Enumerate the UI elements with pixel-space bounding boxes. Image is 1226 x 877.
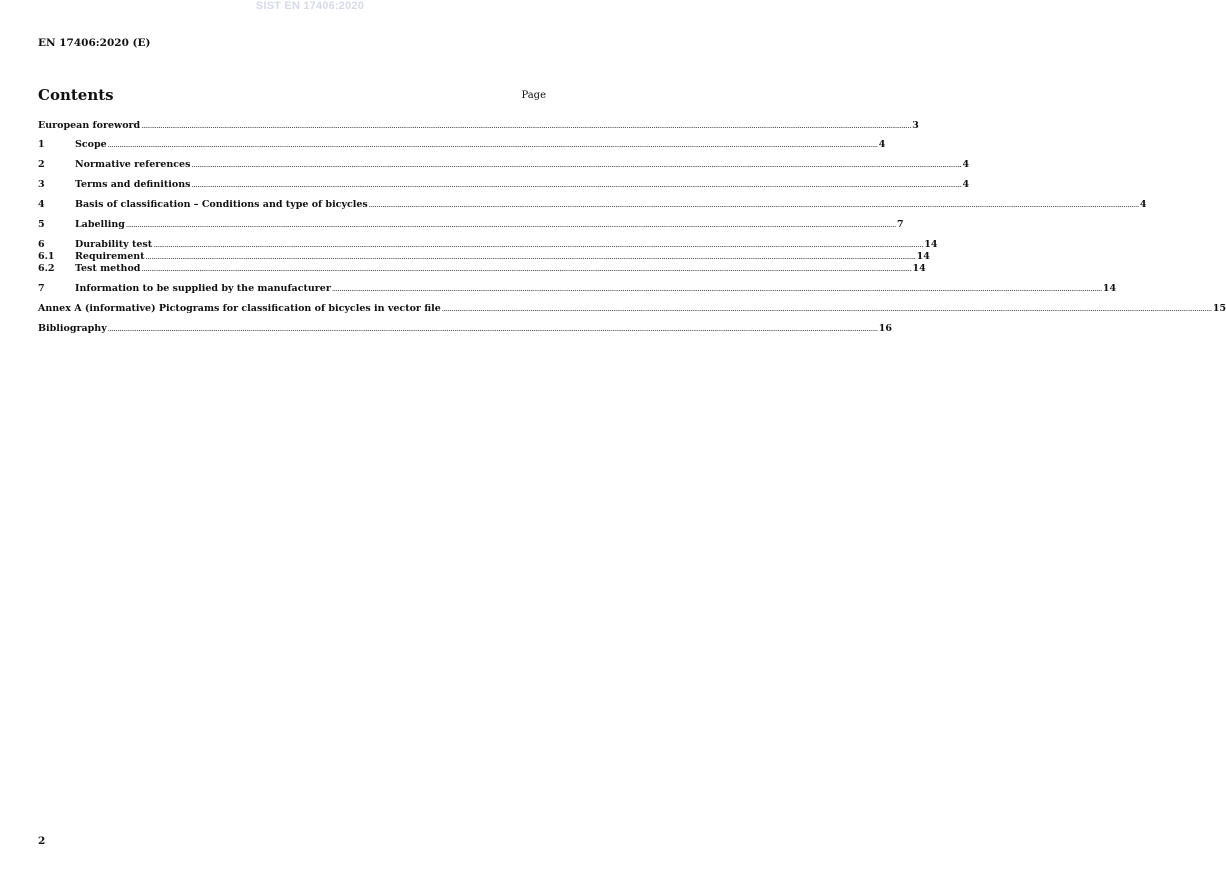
page-column-label: Page [521, 90, 546, 101]
toc-entry-text: Information to be supplied by the manufacturer [75, 283, 331, 294]
watermark: SIST EN 17406:2020 [255, 0, 365, 12]
toc-entry-text: Basis of classification – Conditions and type of bicycles [75, 199, 368, 210]
toc-entry-text: Durability test [75, 239, 153, 250]
toc-leader-dots: ................................................................................................................................................................................................................................................................................................................................................................................................................ [145, 253, 916, 261]
toc-entry-terms-and-definitions[interactable] [38, 179, 970, 191]
toc-leader-dots: ................................................................................................................................................................................................................................................................................................................................................................................................................ [191, 161, 962, 169]
toc-entry-number: 6.2 [38, 263, 55, 274]
toc-entry-page: 14 [912, 263, 926, 274]
toc-entry-text: Normative references [75, 159, 191, 170]
toc-leader-dots: ................................................................................................................................................................................................................................................................................................................................................................................................................ [331, 285, 1102, 293]
document-id: EN 17406:2020 (E) [38, 37, 151, 49]
toc-entry-page: 7 [896, 219, 904, 230]
toc-leader-dots: ................................................................................................................................................................................................................................................................................................................................................................................................................ [141, 122, 912, 130]
table-of-contents [38, 120, 1226, 335]
toc-entry-number: 7 [38, 283, 45, 294]
toc-entry-number: 3 [38, 179, 45, 190]
toc-entry-page: 4 [962, 159, 970, 170]
toc-entry-labelling[interactable] [38, 219, 904, 231]
toc-entry-basis-of-classification[interactable] [38, 199, 1147, 211]
toc-entry-page: 16 [878, 323, 892, 334]
toc-entry-page: 4 [962, 179, 970, 190]
toc-leader-dots: ................................................................................................................................................................................................................................................................................................................................................................................................................ [141, 265, 912, 273]
toc-entry-text: European foreword [38, 120, 141, 131]
toc-entry-text: Terms and definitions [75, 179, 191, 190]
toc-entry-annex-a[interactable] [38, 303, 1226, 315]
toc-entry-text: Bibliography [38, 323, 107, 334]
toc-leader-dots: ................................................................................................................................................................................................................................................................................................................................................................................................................ [107, 141, 878, 149]
toc-entry-normative-references[interactable] [38, 159, 970, 171]
toc-entry-text: Test method [75, 263, 141, 274]
toc-entry-text: Scope [75, 139, 107, 150]
toc-leader-dots: ................................................................................................................................................................................................................................................................................................................................................................................................................ [368, 201, 1139, 209]
toc-entry-number: 6.1 [38, 251, 55, 262]
toc-entry-number: 1 [38, 139, 45, 150]
contents-title: Contents [38, 86, 114, 104]
toc-entry-information-supplied[interactable] [38, 283, 1117, 295]
toc-entry-page: 3 [912, 120, 919, 131]
toc-entry-page: 15 [1212, 303, 1226, 314]
toc-entry-page: 14 [1102, 283, 1117, 294]
toc-entry-text: Requirement [75, 251, 145, 262]
toc-leader-dots: ................................................................................................................................................................................................................................................................................................................................................................................................................ [125, 221, 896, 229]
toc-entry-number: 4 [38, 199, 45, 210]
toc-entry-bibliography[interactable] [38, 323, 892, 335]
page-number: 2 [38, 835, 46, 847]
toc-entry-foreword[interactable] [38, 120, 919, 132]
toc-entry-page: 14 [916, 251, 930, 262]
toc-entry-requirement[interactable] [38, 251, 930, 263]
toc-entry-durability-test[interactable] [38, 239, 938, 251]
toc-leader-dots: ................................................................................................................................................................................................................................................................................................................................................................................................................ [191, 181, 962, 189]
toc-entry-text: Annex A (informative) Pictograms for classification of bicycles in vector file [38, 303, 441, 314]
toc-leader-dots: ................................................................................................................................................................................................................................................................................................................................................................................................................ [107, 325, 878, 333]
toc-entry-page: 14 [924, 239, 938, 250]
toc-entry-test-method[interactable] [38, 263, 926, 275]
toc-entry-number: 5 [38, 219, 45, 230]
toc-entry-page: 4 [1139, 199, 1147, 210]
toc-entry-number: 6 [38, 239, 45, 250]
toc-leader-dots: ................................................................................................................................................................................................................................................................................................................................................................................................................ [153, 241, 924, 249]
toc-entry-text: Labelling [75, 219, 125, 230]
toc-entry-page: 4 [878, 139, 886, 150]
toc-leader-dots: ................................................................................................................................................................................................................................................................................................................................................................................................................ [441, 305, 1212, 313]
toc-entry-number: 2 [38, 159, 45, 170]
toc-entry-scope[interactable] [38, 139, 886, 151]
